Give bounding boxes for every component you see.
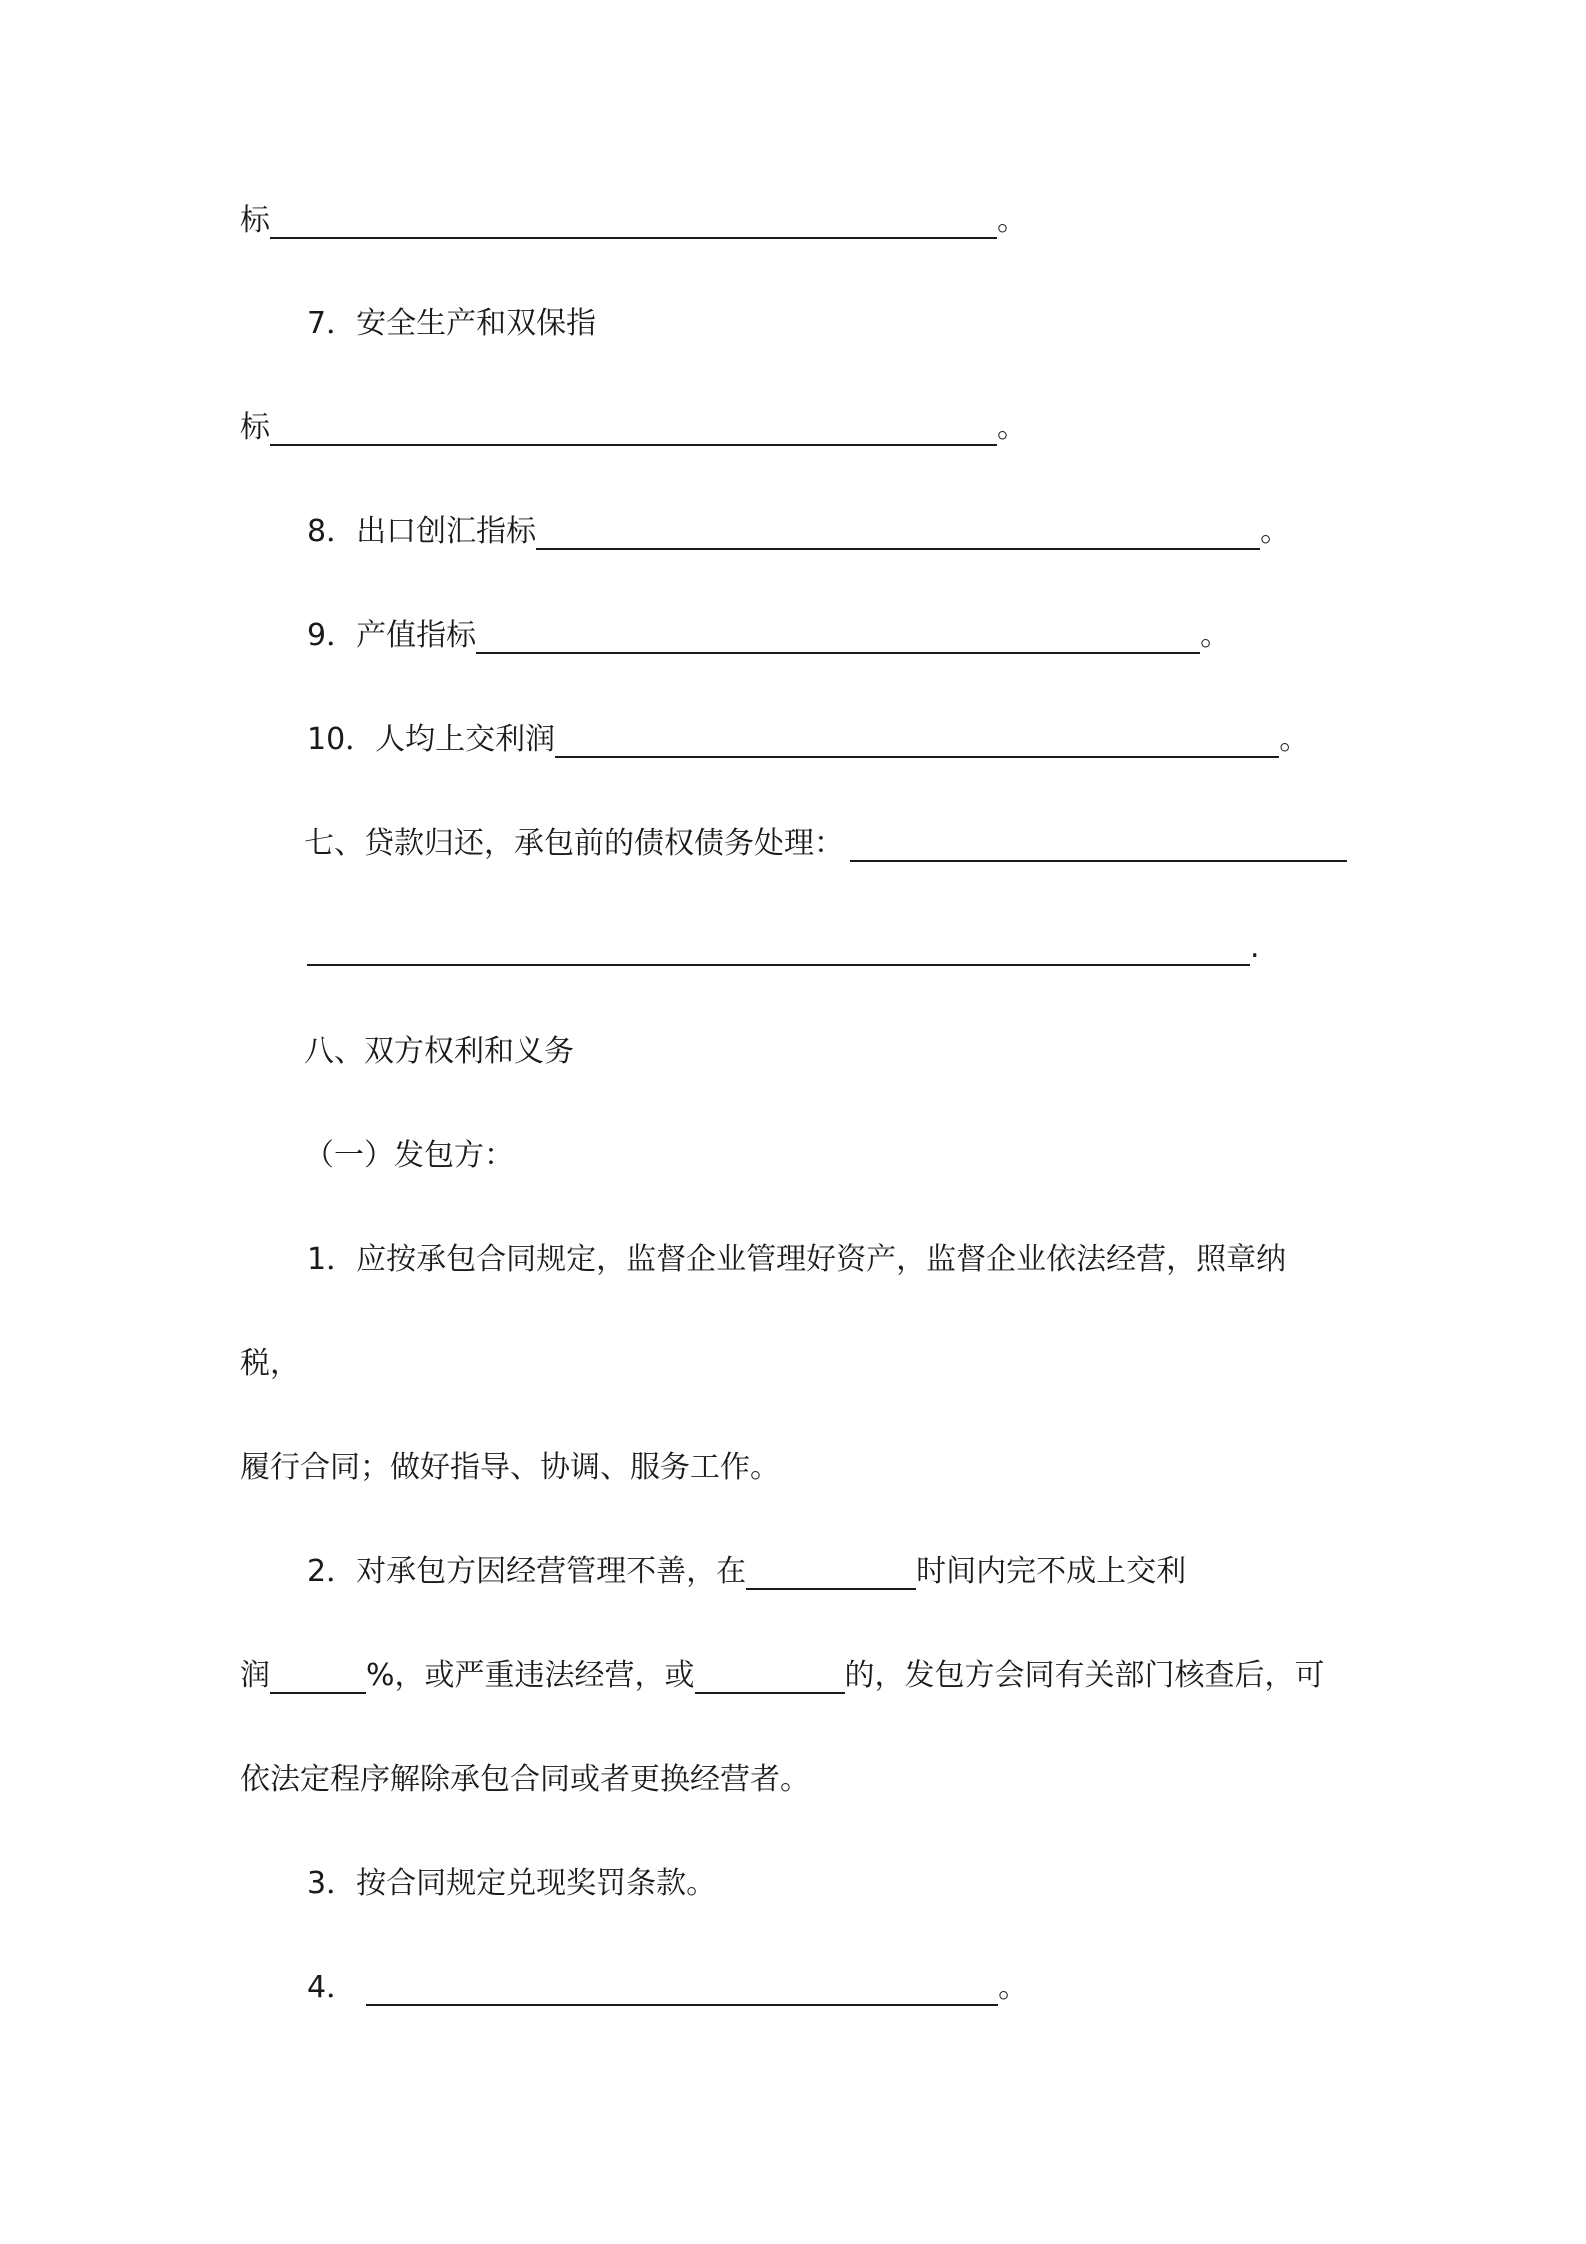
text-line [240, 404, 1027, 452]
line-text: 润 [240, 1658, 270, 1693]
line-text: （一）发包方： [304, 1138, 514, 1173]
fill-in-blank[interactable] [746, 1550, 916, 1590]
line-text: 4． [307, 1970, 357, 2005]
text-line [240, 1652, 1325, 1700]
line-text: 七、贷款归还，承包前的债权债务处理： [304, 826, 844, 861]
line-text: 标 [240, 203, 270, 238]
line-text: 八、双方权利和义务 [304, 1034, 574, 1069]
text-line [307, 1964, 1028, 2012]
line-tail: 。 [1279, 722, 1310, 757]
line-text: 税， [240, 1346, 300, 1381]
line-tail: 。 [997, 203, 1027, 238]
fill-in-blank[interactable] [476, 614, 1200, 654]
line-mid: 的，发包方会同有关部门核查后，可 [844, 1658, 1325, 1693]
text-line [307, 300, 596, 348]
line-text: 标 [240, 410, 270, 445]
line-text: 3．按合同规定兑现奖罚条款。 [307, 1866, 717, 1901]
fill-in-blank[interactable] [270, 406, 997, 446]
text-line [307, 1548, 1186, 1596]
fill-in-blank[interactable] [555, 718, 1279, 758]
subsection-heading [304, 1132, 514, 1180]
section-heading [304, 1028, 574, 1076]
text-line [240, 1340, 300, 1388]
line-text: 10．人均上交利润 [307, 722, 556, 757]
line-text: 8．出口创汇指标 [307, 514, 537, 549]
line-tail: 。 [1200, 618, 1231, 653]
line-text: 1．应按承包合同规定，监督企业管理好资产，监督企业依法经营，照章纳 [307, 1242, 1287, 1277]
text-line [304, 820, 1347, 868]
fill-in-blank[interactable] [270, 199, 997, 239]
line-mid: 时间内完不成上交利 [916, 1554, 1187, 1589]
fill-in-blank[interactable] [270, 1654, 366, 1694]
text-line [307, 716, 1309, 764]
line-mid: %，或严重违法经营，或 [366, 1658, 695, 1693]
text-line [307, 508, 1290, 556]
fill-in-blank[interactable] [366, 1966, 998, 2006]
text-line [240, 1756, 810, 1804]
text-line [307, 924, 1260, 972]
line-text: 履行合同；做好指导、协调、服务工作。 [240, 1450, 780, 1485]
text-line [240, 197, 1027, 245]
text-line [307, 1860, 716, 1908]
text-line [307, 1236, 1286, 1284]
text-line [240, 1444, 780, 1492]
fill-in-blank[interactable] [850, 822, 1347, 862]
line-text: 依法定程序解除承包合同或者更换经营者。 [240, 1762, 810, 1797]
fill-in-blank[interactable] [695, 1654, 845, 1694]
line-text: 9．产值指标 [307, 618, 477, 653]
line-text: 7．安全生产和双保指 [307, 306, 597, 341]
line-tail: 。 [997, 410, 1027, 445]
line-tail: 。 [1260, 514, 1291, 549]
fill-in-blank[interactable] [307, 926, 1250, 966]
fill-in-blank[interactable] [536, 510, 1260, 550]
line-tail: 。 [998, 1970, 1029, 2005]
line-tail: . [1250, 930, 1260, 965]
text-line [307, 612, 1230, 660]
line-text: 2．对承包方因经营管理不善，在 [307, 1554, 747, 1589]
